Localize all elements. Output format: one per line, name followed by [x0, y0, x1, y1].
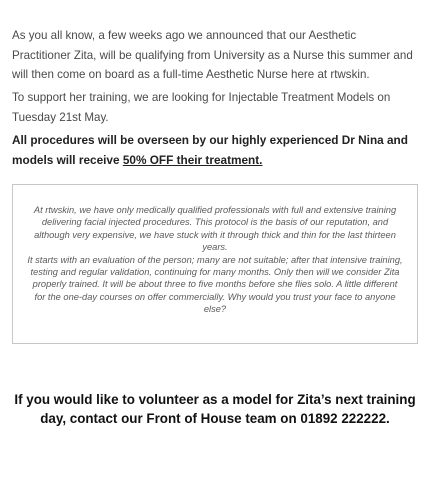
- intro-paragraph-offer: [12, 131, 416, 170]
- discount-offer: 50% OFF their treatment.: [122, 152, 263, 167]
- quote-box: [12, 184, 418, 344]
- offer-statement: All procedures will be overseen by our highly experienced Dr Nina and models will receive: [12, 133, 408, 167]
- volunteer-call-to-action: If you would like to volunteer as a model for Zita’s next training day, contact our Front of House team on 01892 222222.: [14, 392, 416, 426]
- quote-line-process: It starts with an evaluation of the person; many are not suitable; after that intensive training, testing and regular validation, continuing for many months. Only then will we consider Zita properly trained. It will be about three to five months before she flies solo. A little different for the one-day courses on offer commercially. Why would you trust your face to anyone else?: [27, 254, 403, 315]
- intro-paragraph-announcement: As you all know, a few weeks ago we announced that our Aesthetic Practitioner Zita, will be qualifying from University as a Nurse this summer and will then come on board as a full-time Aesthetic Nurse here at rtwskin.: [12, 29, 413, 81]
- intro-paragraph-training: To support her training, we are looking for Injectable Treatment Models on Tuesday 21st May.: [12, 91, 391, 124]
- quote-line-reputation: At rtwskin, we have only medically qualified professionals with full and extensive training delivering facial injected procedures. This protocol is the basis of our reputation, and although very expensive, we have stuck with it through thick and thin for the last thirteen years.: [33, 205, 397, 253]
- quote-text: [27, 204, 403, 316]
